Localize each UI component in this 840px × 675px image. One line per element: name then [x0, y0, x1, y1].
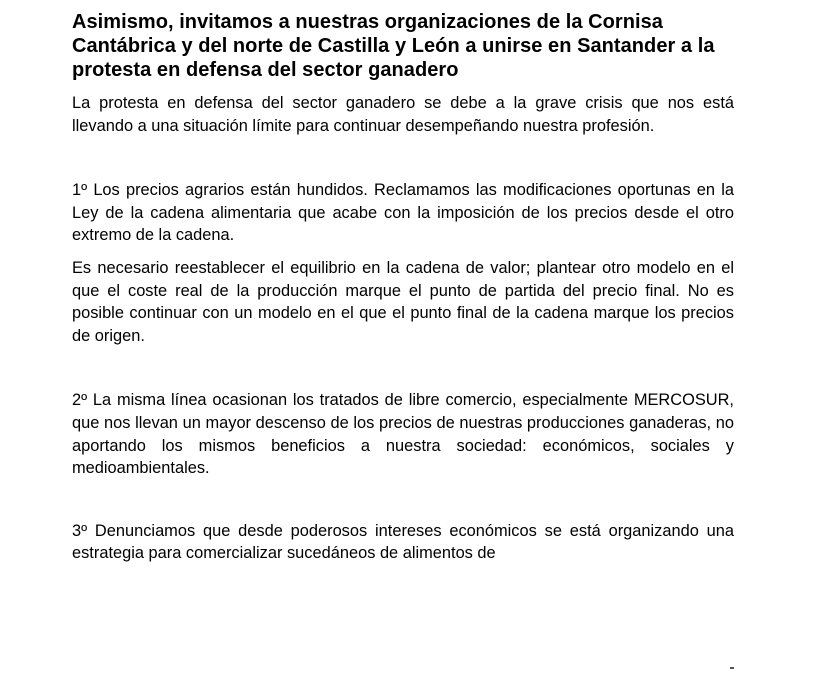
point-1-paragraph: 1º Los precios agrarios están hundidos. Reclamamos las modificaciones oportunas en la Ley de la cadena alimentaria que acabe con la imposición de los precios desde el otro extremo de la cadena.	[72, 181, 734, 245]
document-title: Asimismo, invitamos a nuestras organizaciones de la Cornisa Cantábrica y del norte de Castilla y León a unirse en Santander a la protesta en defensa del sector ganadero	[72, 11, 715, 81]
page-speck	[730, 667, 734, 669]
intro-paragraph: La protesta en defensa del sector ganadero se debe a la grave crisis que nos está llevando a una situación límite para continuar desempeñando nuestra profesión.	[72, 94, 734, 135]
point-1-detail-paragraph: Es necesario reestablecer el equilibrio en la cadena de valor; plantear otro modelo en el que el coste real de la producción marque el punto de partida del precio final. No es posible continuar con un modelo en el que el punto final de la cadena marque los precios de origen.	[72, 258, 734, 345]
point-3-paragraph: 3º Denunciamos que desde poderosos intereses económicos se está organizando una estrategia para comercializar sucedáneos de alimentos de	[72, 521, 734, 563]
point-2-paragraph: 2º La misma línea ocasionan los tratados de libre comercio, especialmente MERCOSUR, que nos llevan un mayor descenso de los precios de nuestras producciones ganaderas, no aportando los mismos beneficios a nuestra sociedad: económicos, sociales y medioambientales.	[72, 391, 734, 478]
document-page	[72, 10, 734, 575]
